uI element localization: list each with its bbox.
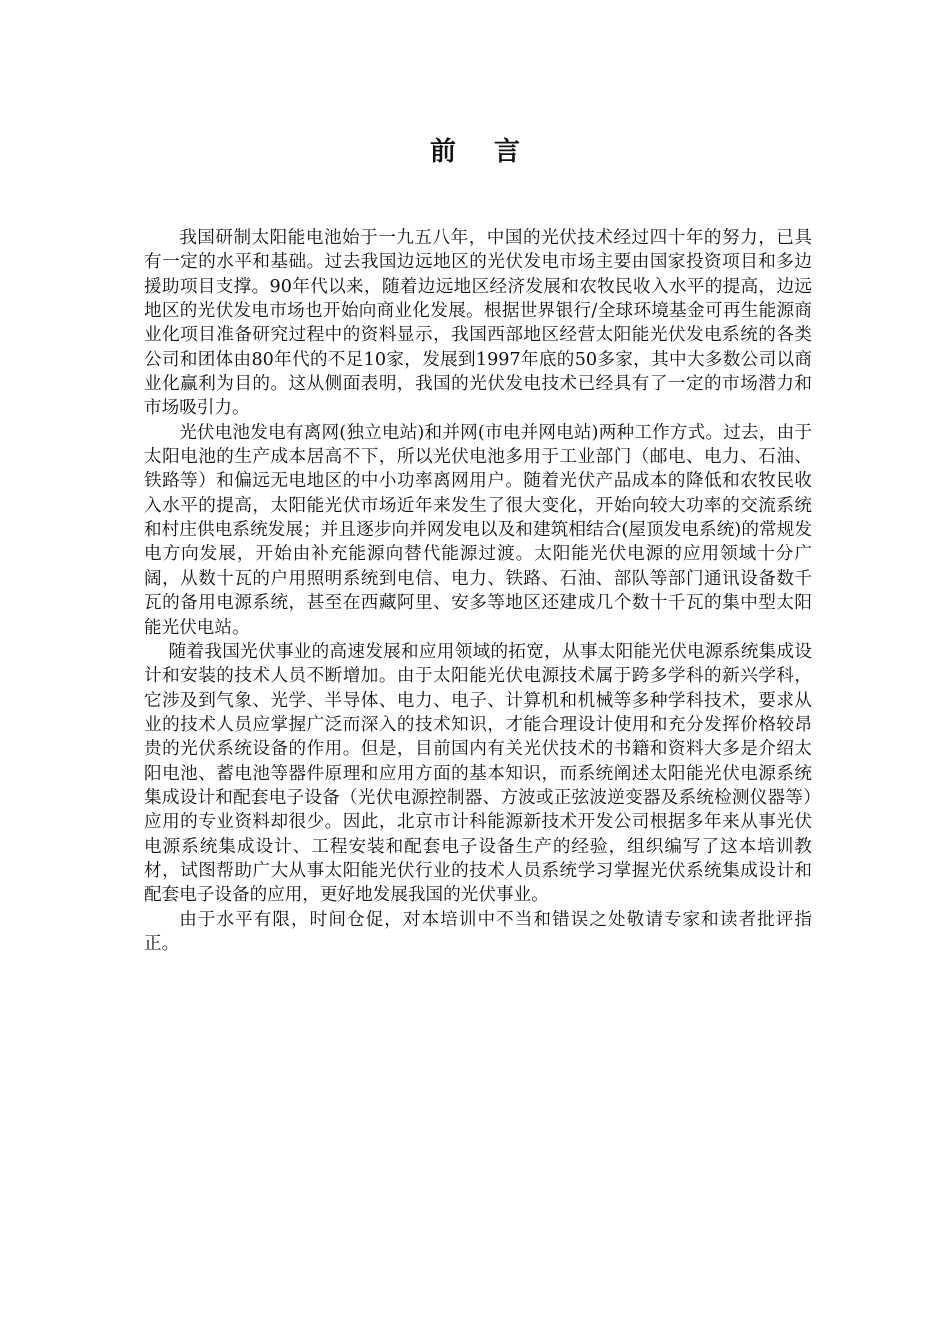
preface-body	[144, 226, 812, 956]
page-title: 前言	[429, 137, 558, 167]
paragraph-3: 随着我国光伏事业的高速发展和应用领域的拓宽，从事太阳能光伏电源系统集成设计和安装的技术人员不断增加。由于太阳能光伏电源技术属于跨多学科的新兴学科，它涉及到气象、光学、半导体、电力、电子、计算机和机械等多种学科技术，要求从业的技术人员应掌握广泛而深入的技术知识，才能合理设计使用和充分发挥价格较昂贵的光伏系统设备的作用。但是，目前国内有关光伏技术的书籍和资料大多是介绍太阳电池、蓄电池等器件原理和应用方面的基本知识，而系统阐述太阳能光伏电源系统集成设计和配套电子设备（光伏电源控制器、方波或正弦波逆变器及系统检测仪器等）应用的专业资料却很少。因此，北京市计科能源新技术开发公司根据多年来从事光伏电源系统集成设计、工程安装和配套电子设备生产的经验，组织编写了这本培训教材，试图帮助广大从事太阳能光伏行业的技术人员系统学习掌握光伏系统集成设计和配套电子设备的应用，更好地发展我国的光伏事业。	[144, 641, 812, 906]
paragraph-1: 我国研制太阳能电池始于一九五八年，中国的光伏技术经过四十年的努力，已具有一定的水平和基础。过去我国边远地区的光伏发电市场主要由国家投资项目和多边援助项目支撑。90年代以来，随着边远地区经济发展和农牧民收入水平的提高，边远地区的光伏发电市场也开始向商业化发展。根据世界银行/全球环境基金可再生能源商业化项目准备研究过程中的资料显示，我国西部地区经营太阳能光伏发电系统的各类公司和团体由80年代的不足10家，发展到1997年底的50多家，其中大多数公司以商业化赢利为目的。这从侧面表明，我国的光伏发电技术已经具有了一定的市场潜力和市场吸引力。	[144, 228, 812, 419]
paragraph-2: 光伏电池发电有离网(独立电站)和并网(市电并网电站)两种工作方式。过去，由于太阳电池的生产成本居高不下，所以光伏电池多用于工业部门（邮电、电力、石油、铁路等）和偏远无电地区的中小功率离网用户。随着光伏产品成本的降低和农牧民收入水平的提高，太阳能光伏市场近年来发生了很大变化，开始向较大功率的交流系统和村庄供电系统发展；并且逐步向并网发电以及和建筑相结合(屋顶发电系统)的常规发电方向发展，开始由补充能源向替代能源过渡。太阳能光伏电源的应用领域十分广阔，从数十瓦的户用照明系统到电信、电力、铁路、石油、部队等部门通讯设备数千瓦的备用电源系统，甚至在西藏阿里、安多等地区还建成几个数十千瓦的集中型太阳能光伏电站。	[144, 422, 812, 638]
paragraph-4: 由于水平有限，时间仓促，对本培训中不当和错误之处敬请专家和读者批评指正。	[144, 909, 812, 954]
